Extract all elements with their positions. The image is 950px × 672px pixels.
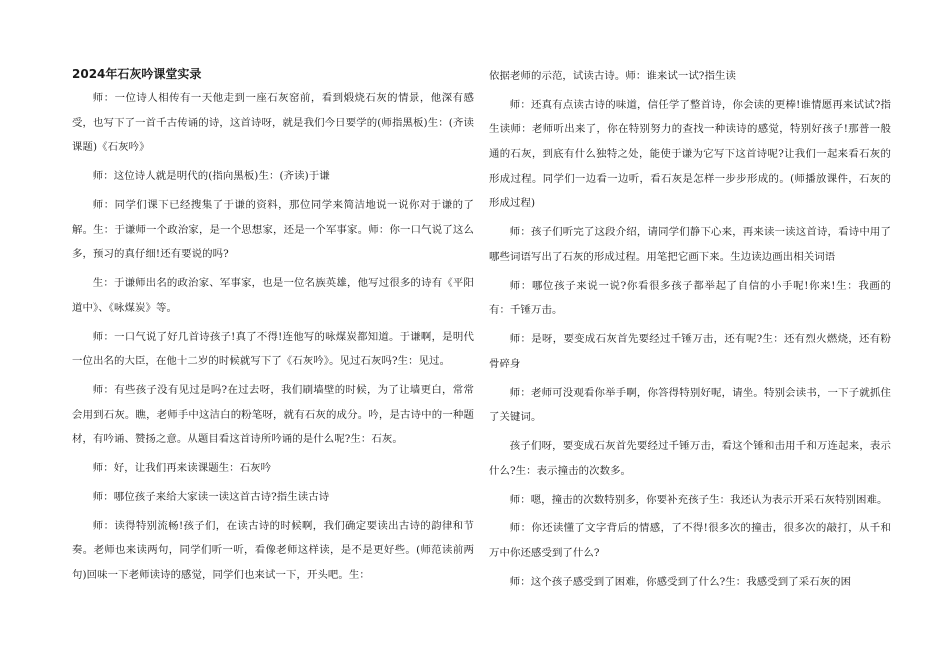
continued-line: 依据老师的示范，试读古诗。师：谁来试一试?指生读 bbox=[489, 70, 736, 82]
document-title: 2024年石灰吟课堂实录 bbox=[72, 67, 202, 81]
paragraph: 孩子们呀，要变成石灰首先要经过千锤万击，看这个锤和击用千和万连起来，表示什么?生：表示撞击的次数多。 bbox=[489, 440, 891, 477]
paragraph: 师：这个孩子感受到了困难，你感受到了什么?生：我感受到了采石灰的困 bbox=[509, 575, 852, 588]
paragraph: 师：同学们课下已经搜集了于谦的资料，那位同学来简洁地说一说你对于谦的了解。生：于谦师一个政治家，是一个思想家，还是一个军事家。师：你一口气说了这么多，预习的真仔细!还有要说的吗? bbox=[72, 198, 474, 261]
paragraph: 师：你还读懂了文字背后的情感，了不得!很多次的撞击，很多次的敲打，从千和万中你还感受到了什么? bbox=[489, 522, 891, 560]
paragraph: 师：一位诗人相传有一天他走到一座石灰窑前，看到煅烧石灰的情景，他深有感受，也写下了一首千古传诵的诗，这首诗呀，就是我们今日要学的(师指黑板)生：(齐读课题)《石灰吟》 bbox=[72, 92, 474, 154]
paragraph: 师：是呀，要变成石灰首先要经过千锤万击，还有呢?生：还有烈火燃烧，还有粉骨碎身 bbox=[489, 333, 891, 370]
left-column bbox=[72, 64, 474, 592]
paragraph: 师：一口气说了好几首诗孩子!真了不得!连他写的咏煤炭都知道。于谦啊，是明代一位出名的大臣，在他十二岁的时候就写下了《石灰吟》。见过石灰吗?生：见过。 bbox=[72, 330, 474, 368]
paragraph: 师：老师可没观看你举手啊，你答得特别好呢，请坐。特别会读书，一下子就抓住了关键词。 bbox=[489, 386, 891, 424]
paragraph: 师：哪位孩子来给大家读一读这首古诗?指生读古诗 bbox=[92, 490, 330, 503]
paragraph: 师：哪位孩子来说一说?你看很多孩子都举起了自信的小手呢!你来!生：我画的有：千锤万击。 bbox=[489, 279, 891, 317]
paragraph: 师：还真有点读古诗的味道，信任学了整首诗，你会读的更棒!谁情愿再来试试?指生读师：老师听出来了，你在特别努力的查找一种读诗的感觉，特别好孩子!那普一般通的石灰，到底有什么独特之处，能使于谦为它写下这首诗呢?让我们一起来看石灰的形成过程。同学们一边看一边听，看石灰是怎样一步步形成的。(师播放课件，石灰的形成过程) bbox=[489, 98, 891, 210]
paragraph: 生：于谦师出名的政治家、军事家，也是一位名族英雄，他写过很多的诗有《平阳道中》、《咏煤炭》等。 bbox=[72, 277, 474, 314]
paragraph: 师：读得特别流畅!孩子们，在读古诗的时候啊，我们确定要读出古诗的韵律和节奏。老师也来读两句，同学们听一听，看像老师这样读，是不是更好些。(师范读前两句)回味一下老师读诗的感觉，同学们也来试一下，开头吧。生： bbox=[72, 519, 474, 582]
paragraph: 师：孩子们听完了这段介绍，请同学们静下心来，再来读一读这首诗，看诗中用了哪些词语写出了石灰的形成过程。用笔把它画下来。生边读边画出相关词语 bbox=[489, 226, 891, 263]
paragraph: 师：嗯，撞击的次数特别多，你要补充孩子生：我还认为表示开采石灰特别困难。 bbox=[509, 493, 888, 506]
paragraph: 师：有些孩子没有见过是吗?在过去呀，我们刷墙壁的时候，为了让墙更白，常常会用到石灰。瞧，老师手中这洁白的粉笔呀，就有石灰的成分。吟，是古诗中的一种题材，有吟诵、赞扬之意。从题目看这首诗所吟诵的是什么呢?生：石灰。 bbox=[72, 384, 474, 446]
paragraph: 师：这位诗人就是明代的(指向黑板)生：(齐读)于谦 bbox=[92, 170, 330, 183]
right-column bbox=[489, 64, 891, 599]
paragraph: 师：好，让我们再来读课题生：石灰吟 bbox=[92, 462, 272, 475]
